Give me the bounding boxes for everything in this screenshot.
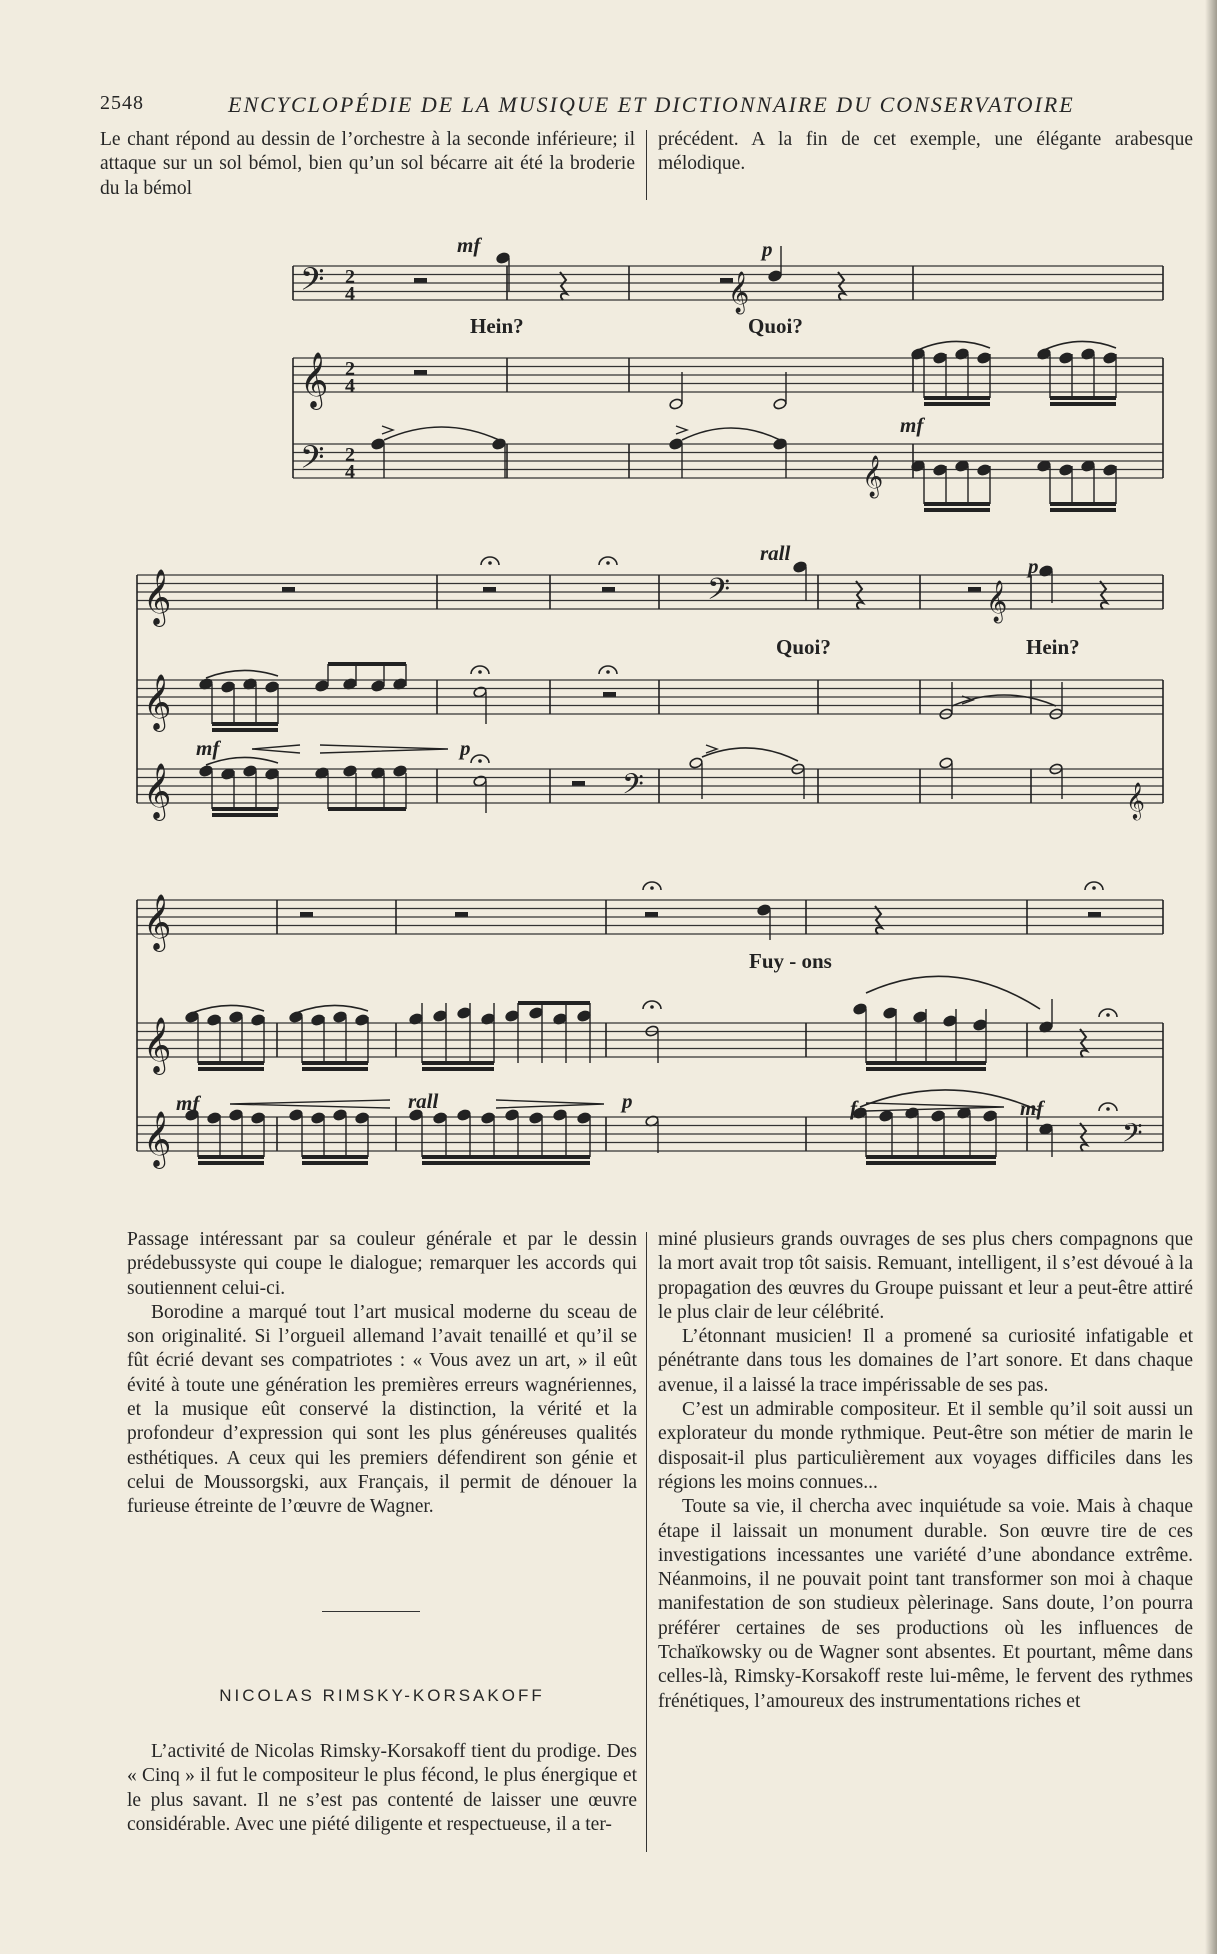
note-head [933,464,947,476]
note-head [669,398,683,410]
bottom-left-column [127,1228,637,1520]
note-head [473,686,487,698]
note-head [433,1010,447,1022]
dynamic-marking: mf [1020,1096,1044,1120]
note-head [343,765,357,777]
dynamic-marking: mf [900,413,924,437]
hairpin [230,1100,390,1108]
note-head [251,1014,265,1026]
note-head [529,1112,543,1124]
fermata-dot [1106,1107,1110,1111]
note-head [1103,464,1117,476]
treble-clef: 𝄞 [143,763,172,819]
note-head [393,765,407,777]
dynamic-marking: rall [760,541,791,565]
note-head [311,1014,325,1026]
time-signature-denominator: 4 [345,461,355,483]
rest [875,906,882,934]
note-head [315,680,329,692]
rest [414,370,427,375]
slur [296,1005,368,1013]
note-head [333,1109,347,1121]
top-right-paragraph: précédent. A la fin de cet exemple, une élégante arabesque mélodique. [658,129,1193,175]
dynamic-marking: f [850,1096,857,1120]
bass-clef: 𝄢 [300,439,325,483]
lyric: Fuy - ons [749,949,832,973]
note-head [939,757,953,769]
slur [860,1090,1040,1111]
fermata-dot [1106,1013,1110,1017]
note-head [243,765,257,777]
note-head [229,1011,243,1023]
fermata-dot [650,886,654,890]
fermata-dot [606,670,610,674]
lyric: Quoi? [748,314,803,338]
note-head [496,252,510,264]
treble-clef: 𝄞 [143,569,172,625]
body-right-paragraph-3: C’est un admirable compositeur. Et il semble qu’il soit aussi un explorateur du monde rythmique. Peut-être son métier de marin le disposait-il plus particulièrement aux voyages difficiles dans les régions les moins connues... [658,1399,1193,1493]
hairpin [252,745,300,753]
rest [602,587,615,592]
rest [414,278,427,283]
note-head [933,352,947,364]
hairpin [496,1100,604,1108]
bass-clef-change: 𝄢 [707,573,731,614]
body-right-paragraph-1: miné plusieurs grands ouvrages de ses plus chers compagnons que la mort avait trop tôt saisis. Remuant, intelligent, il s’est dévoué à la propagation des œuvres du Groupe puissant et leur a peut-être attiré le plus clair de leur célébrité. [658,1229,1193,1323]
rest [838,272,845,300]
treble-clef-change: 𝄞 [1126,781,1145,819]
note-head [879,1110,893,1122]
note-head [773,398,787,410]
note-head [311,1112,325,1124]
fermata-dot [1092,886,1096,890]
note-head [473,775,487,787]
fermata-dot [606,561,610,565]
note-head [221,768,235,780]
slur [384,427,499,440]
note-head [355,1014,369,1026]
section-left-column [127,1740,637,1837]
note-head [457,1007,471,1019]
dynamic-marking: p [762,237,773,261]
accent [676,426,687,434]
note-head [333,1011,347,1023]
note-head [977,464,991,476]
column-divider-bottom [646,1232,647,1852]
slur [866,976,1040,1009]
dynamic-marking: rall [408,1089,439,1113]
body-right-paragraph-4: Toute sa vie, il chercha avec inquiétude sa voie. Mais à chaque étape il laissait un monument durable. Son œuvre tire de ces investigations incessantes une variété d’une abondance extrême. Néanmoins, il ne pouvait point tant transformer son moi à chaque manifestation de son studieux pèlerinage. Sans doute, l’on pourra préférer certaines de ses productions où les influences de Tchaïkowsky ou de Wagner sont absentes. Et pourtant, même dans celles-là, Rimsky-Korsakoff reste lui-même, le fervent des rythmes frénétiques, l’amoureux des instrumentations riches et [658,1496,1193,1712]
note-head [371,680,385,692]
time-signature-numerator: 2 [345,444,355,466]
note-head [207,1014,221,1026]
slur [206,670,278,678]
treble-clef: 𝄞 [143,1017,172,1073]
rest [1088,912,1101,917]
lyric: Hein? [1026,635,1080,659]
note-head [913,1011,927,1023]
time-signature-denominator: 4 [345,283,355,305]
dynamic-marking: mf [196,736,220,760]
time-signature-numerator: 2 [345,358,355,380]
note-head [577,1112,591,1124]
rest [483,587,496,592]
slur [1044,341,1116,350]
body-left-paragraph-2: Borodine a marqué tout l’art musical moderne du sceau de son originalité. Si l’orgueil allemand l’avait tenaillé et qu’il se fût écrié devant ses compatriotes : « Vous avez un art, » il eût évité à toute une génération les premières erreurs wagnériennes, et la musique eût conservé la distinction, la vérité et la profondeur d’expression qui sont les plus généreuses qualités esthétiques. A ceux qui les premiers défendirent son génie et celui de Moussorgski, aux Français, il permit de dénouer la furieuse étreinte de l’œuvre de Wagner. [127,1301,637,1518]
note-head [457,1109,471,1121]
rest [603,692,616,697]
note-head [669,438,683,450]
note-head [1037,460,1051,472]
note-head [955,460,969,472]
note-head [229,1109,243,1121]
fermata-dot [650,1005,654,1009]
note-head [553,1109,567,1121]
slur [192,1005,264,1013]
fermata-dot [478,670,482,674]
hairpin [320,745,448,753]
accent [382,426,393,434]
note-head [289,1109,303,1121]
rest [455,912,468,917]
hairpin [866,1103,1004,1111]
rest [1100,581,1107,609]
note-head [973,1019,987,1031]
dynamic-marking: p [622,1089,633,1113]
rest [560,272,567,300]
bass-clef-change: 𝄢 [622,768,644,808]
section-title: NICOLAS RIMSKY-KORSAKOFF [219,1686,545,1705]
lyric: Quoi? [776,635,831,659]
fermata-dot [478,759,482,763]
note-head [207,1112,221,1124]
note-head [371,438,385,450]
treble-clef: 𝄞 [300,352,329,408]
note-head [481,1112,495,1124]
rest [1080,1123,1087,1151]
rest [856,581,863,609]
note-head [221,681,235,693]
section-left-paragraph: L’activité de Nicolas Rimsky-Korsakoff tient du prodige. Des « Cinq » il fut le compositeur le plus fécond, le plus énergique et le plus savant. Il ne s’est pas contenté de laisser une œuvre considérable. Avec une piété diligente et respectueuse, il a ter- [127,1741,637,1835]
rest [300,912,313,917]
dynamic-marking: p [1028,554,1039,578]
note-head [1081,460,1095,472]
slur [918,341,990,350]
treble-clef: 𝄞 [143,674,172,730]
note-head [977,352,991,364]
time-signature-denominator: 4 [345,375,355,397]
rest [968,587,981,592]
note-head [265,681,279,693]
section-separator [322,1611,420,1612]
note-head [1059,464,1073,476]
rest [282,587,295,592]
bass-clef-change: 𝄢 [1122,1117,1143,1155]
treble-clef: 𝄞 [143,1111,172,1167]
note-head [883,1007,897,1019]
note-head [433,1112,447,1124]
running-title: ENCYCLOPÉDIE DE LA MUSIQUE ET DICTIONNAIRE DU CONSERVATOIRE [228,92,1075,117]
note-head [1039,1123,1053,1135]
rest [572,781,585,786]
note-head [577,1010,591,1022]
fermata-dot [488,561,492,565]
page-number: 2548 [100,92,144,114]
bass-clef: 𝄢 [300,261,325,305]
lyric: Hein? [470,314,524,338]
note-head [355,1112,369,1124]
treble-clef-change: 𝄞 [728,272,750,313]
note-head [251,1112,265,1124]
note-head [983,1110,997,1122]
note-head [757,904,771,916]
time-signature-numerator: 2 [345,266,355,288]
rest [1080,1029,1087,1057]
slur [682,428,780,440]
bottom-right-column [658,1228,1193,1714]
treble-clef: 𝄞 [143,894,172,950]
note-head [199,765,213,777]
dynamic-marking: mf [457,233,481,257]
top-left-paragraph: Le chant répond au dessin de l’orchestre à la seconde inférieure; il attaque sur un sol bémol, bien qu’un sol bécarre ait été la broderie du la bémol [100,129,635,199]
note-head [768,270,782,282]
body-left-paragraph-1: Passage intéressant par sa couleur générale et par le dessin prédebussyste qui coupe le dialogue; remarquer les accords qui soutiennent celui-ci. [127,1229,637,1299]
note-head [529,1007,543,1019]
dynamic-marking: mf [176,1091,200,1115]
note-head [931,1110,945,1122]
note-head [1059,352,1073,364]
note-head [505,1109,519,1121]
treble-clef-change: 𝄞 [862,456,884,497]
dynamic-marking: p [460,736,471,760]
treble-clef-change: 𝄞 [986,581,1008,622]
note-head [943,1015,957,1027]
note-head [265,768,279,780]
note-head [853,1003,867,1015]
note-head [505,1010,519,1022]
note-head [793,561,807,573]
body-right-paragraph-2: L’étonnant musicien! Il a promené sa curiosité infatigable et pénétrante dans tous les domaines de l’art sonore. Et dans chaque avenue, il a laissé la trace impérissable de ses pas. [658,1326,1193,1396]
note-head [689,757,703,769]
rest [645,912,658,917]
note-head [1103,352,1117,364]
